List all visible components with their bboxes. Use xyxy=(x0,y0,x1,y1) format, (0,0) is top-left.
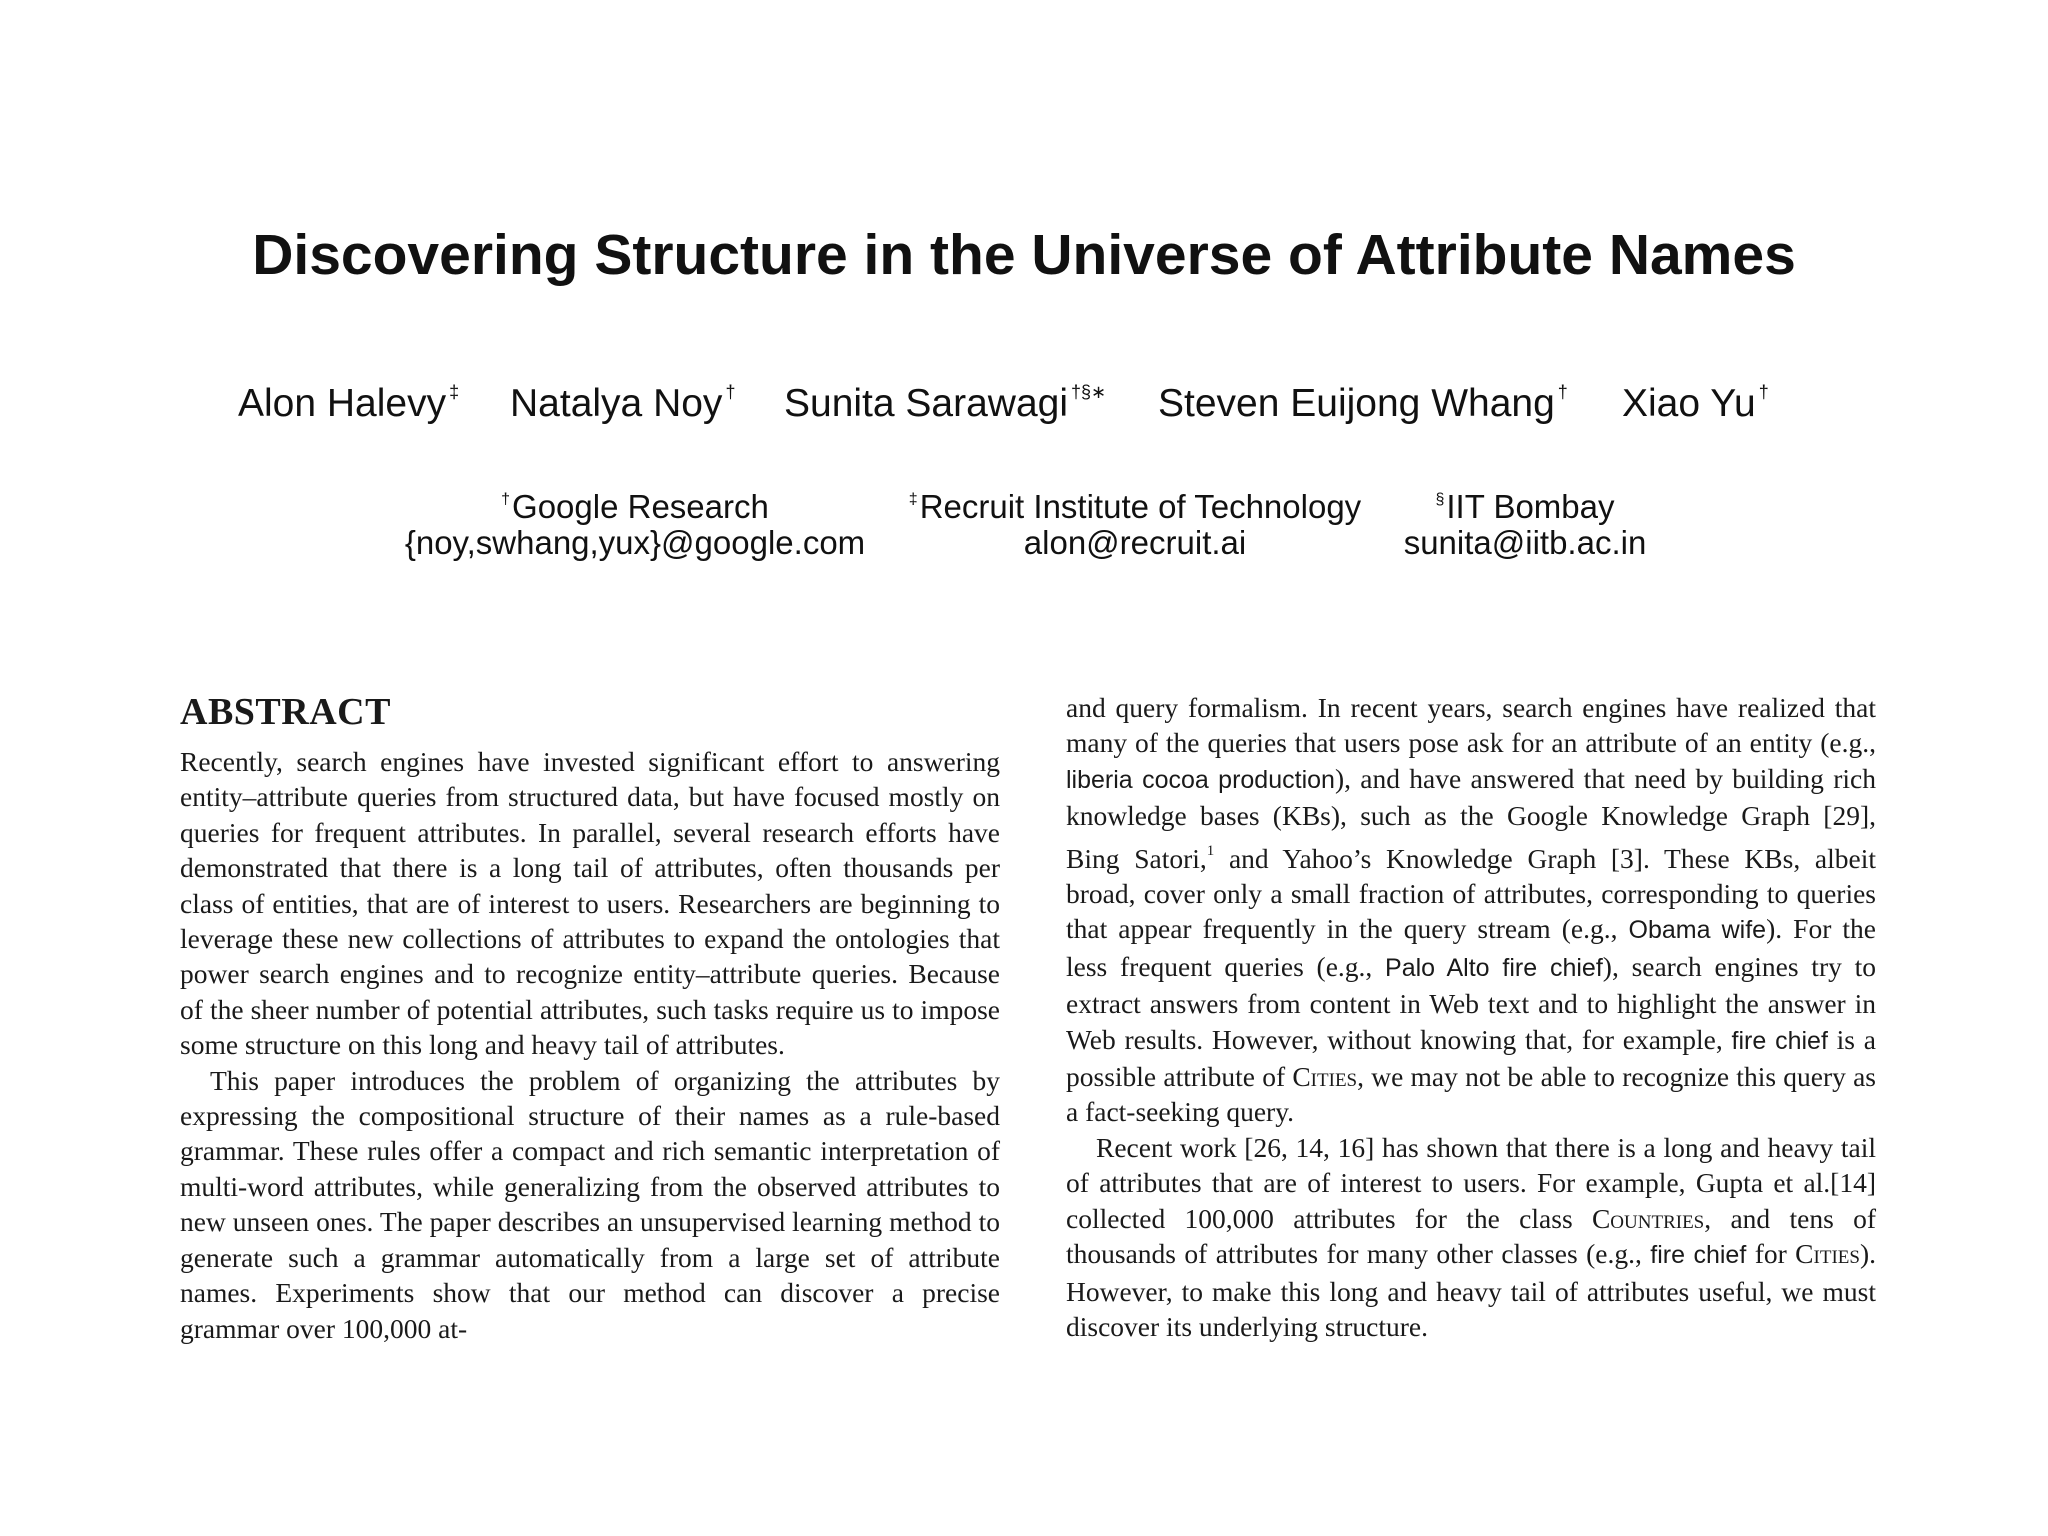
affiliation-mark: † xyxy=(501,491,511,508)
author-name: Alon Halevy xyxy=(238,382,447,425)
author-marks: †§∗ xyxy=(1071,382,1107,402)
author-marks: † xyxy=(1758,382,1769,402)
query-example: Obama wife xyxy=(1628,916,1767,945)
body-text: is a possible attribute of xyxy=(1066,1023,1876,1093)
body-text: ), and have answered that need by building rich knowledge bases (KBs), such as the Google Knowledge Graph [29], Bing Satori, xyxy=(1066,762,1876,874)
affiliation-google xyxy=(395,482,875,562)
query-example: liberia cocoa production xyxy=(1066,765,1335,794)
paper-title: Discovering Structure in the Universe of Attribute Names xyxy=(252,223,1796,287)
author-marks: † xyxy=(1557,382,1568,402)
affiliation-org: Recruit Institute of Technology xyxy=(919,488,1362,525)
affiliation-mark: ‡ xyxy=(908,491,918,508)
author-list xyxy=(0,382,2048,442)
author-halevy xyxy=(238,382,459,426)
abstract-column xyxy=(180,690,1000,1346)
affiliation-email: {noy,swhang,yux}@google.com xyxy=(404,524,866,561)
class-name: Cities xyxy=(1292,1061,1358,1093)
body-text: , we may not be able to recognize this query as a fact-seeking query. xyxy=(1066,1061,1877,1128)
author-marks: ‡ xyxy=(449,382,460,402)
affiliation-iit xyxy=(1390,482,1660,562)
class-name: Countries xyxy=(1591,1202,1705,1234)
attribute-example: fire chief xyxy=(1650,1241,1747,1270)
affiliation-recruit xyxy=(895,482,1375,562)
affiliation-mark: § xyxy=(1435,491,1445,508)
body-text: ). For the less frequent queries (e.g., xyxy=(1066,913,1876,982)
author-name: Steven Euijong Whang xyxy=(1158,382,1555,425)
author-whang xyxy=(1158,382,1568,426)
body-text: ), search engines try to extract answers from content in Web text and to highlight the answer in Web results. However, without knowing that, for example, xyxy=(1066,950,1876,1055)
page-crop-edge xyxy=(0,1442,2048,1536)
abstract-paragraph-2: This paper introduces the problem of organizing the attributes by expressing the compositional structure of their names as a rule-based grammar. These rules offer a compact and rich semantic interpretation of multi-word attributes, while generalizing from the observed attributes to new unseen ones. The paper describes an unsupervised learning method to generate such a grammar automatically from a large set of attribute names. Experiments show that our method can discover a precise grammar over 100,000 at- xyxy=(180,1064,1000,1344)
author-noy xyxy=(510,382,735,426)
class-name: Cities xyxy=(1795,1238,1860,1270)
affiliation-email: alon@recruit.ai xyxy=(1023,524,1247,561)
affiliation-org-line xyxy=(501,488,769,525)
intro-paragraph-1 xyxy=(1066,690,1876,1130)
affiliation-org-line xyxy=(909,488,1361,525)
attribute-example: fire chief xyxy=(1731,1026,1828,1055)
intro-paragraph-2 xyxy=(1066,1130,1876,1344)
author-name: Natalya Noy xyxy=(510,382,723,425)
affiliation-org: IIT Bombay xyxy=(1446,488,1615,525)
author-sarawagi xyxy=(784,382,1106,426)
body-text: Recent work [26, 14, 16] has shown that there is a long and heavy tail of attributes that are of interest to users. For example, Gupta et al.[14] collected 100,000 attributes for the class xyxy=(1066,1131,1876,1234)
footnote-mark: 1 xyxy=(1206,842,1215,859)
author-marks: † xyxy=(725,382,736,402)
body-text: , and tens of thousands of attributes for many other classes (e.g., xyxy=(1066,1202,1876,1270)
body-text: for xyxy=(1746,1238,1796,1270)
author-name: Xiao Yu xyxy=(1622,382,1756,425)
abstract-heading: ABSTRACT xyxy=(180,691,391,733)
query-example: Palo Alto fire chief xyxy=(1385,953,1603,982)
body-text: ). However, to make this long and heavy tail of attributes useful, we must discover its underlying structure. xyxy=(1066,1238,1876,1342)
intro-column xyxy=(1066,690,1876,1344)
body-text: and query formalism. In recent years, search engines have realized that many of the queries that users pose ask for an attribute of an entity (e.g., xyxy=(1066,692,1876,759)
author-name: Sunita Sarawagi xyxy=(784,382,1069,425)
affiliation-org: Google Research xyxy=(512,488,769,525)
abstract-paragraph-1: Recently, search engines have invested significant effort to answering entity–attribute queries from structured data, but have focused mostly on queries for frequent attributes. In parallel, several research efforts have demonstrated that there is a long tail of attributes, often thousands per class of entities, that are of interest to users. Researchers are beginning to leverage these new collections of attributes to expand the ontologies that power search engines and to recognize entity–attribute queries. Because of the sheer number of potential attributes, such tasks require us to impose some structure on this long and heavy tail of attributes. xyxy=(180,746,1000,1061)
body-text: and Yahoo’s Knowledge Graph [3]. These KBs, albeit broad, cover only a small fraction of attributes, corresponding to queries that appear frequently in the query stream (e.g., xyxy=(1066,842,1876,945)
affiliation-email: sunita@iitb.ac.in xyxy=(1403,524,1647,561)
author-yu xyxy=(1622,382,1769,426)
affiliation-org-line xyxy=(1435,488,1614,525)
